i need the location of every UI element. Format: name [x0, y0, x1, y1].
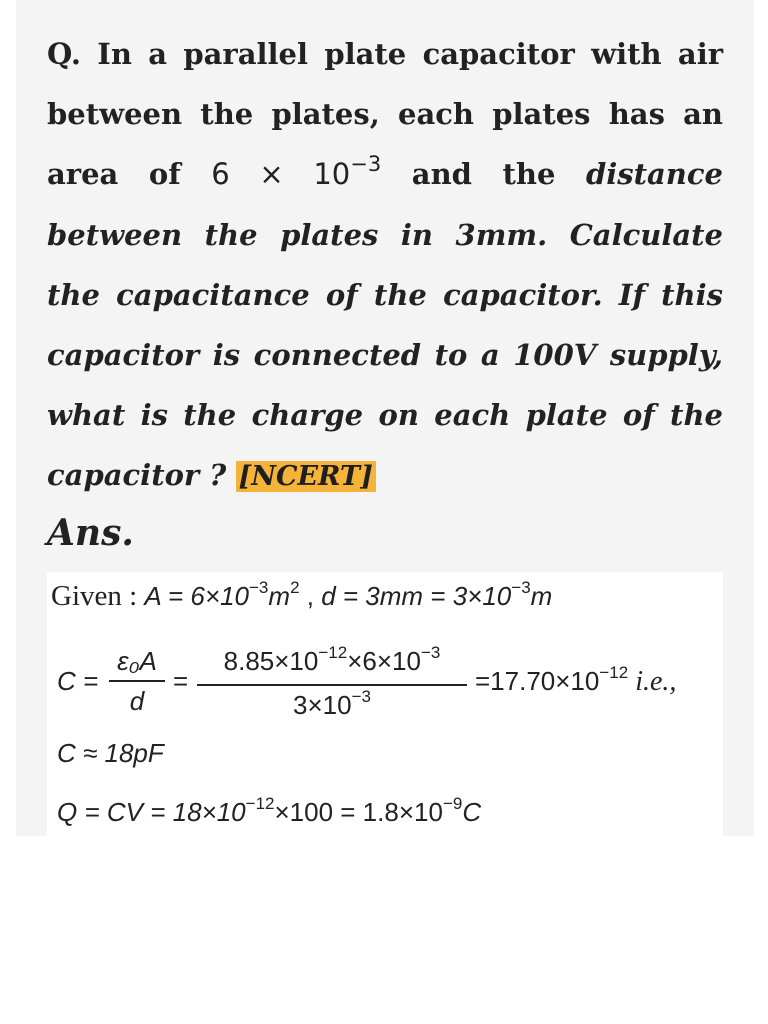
fraction2-num-exp2: −3	[420, 643, 441, 662]
fraction2-num-exp1: −12	[318, 643, 348, 662]
charge-line	[57, 794, 482, 828]
area-value: 6 × 10	[211, 157, 351, 192]
given-distance-unit: m	[530, 581, 553, 611]
charge-part1: Q = CV = 18×10	[57, 797, 246, 827]
charge-exp1: −12	[245, 794, 275, 813]
fraction1-bar	[109, 680, 165, 682]
fraction1-numerator: ε₀A	[117, 646, 157, 676]
given-distance-exp: −3	[511, 578, 531, 597]
solution-image	[47, 572, 723, 836]
given-distance: d = 3mm = 3×10	[321, 581, 512, 611]
given-area: A = 6×10	[144, 581, 249, 611]
area-exponent: −3	[350, 152, 382, 177]
fraction-eps-a-over-d	[109, 646, 165, 716]
ncert-tag: [NCERT]	[236, 461, 376, 492]
question-prefix: Q.	[47, 37, 81, 71]
fraction-numeric	[197, 643, 467, 724]
question-text	[47, 24, 723, 508]
equals-sign: =	[173, 666, 189, 696]
given-area-unit: m	[268, 581, 291, 611]
fraction1-denominator: d	[129, 686, 145, 716]
cap-lhs: C =	[57, 666, 99, 696]
ie-text: i.e.,	[628, 666, 677, 697]
answer-label: Ans.	[47, 512, 134, 554]
given-area-unit-exp: 2	[290, 578, 300, 597]
charge-unit: C	[462, 797, 482, 827]
cap-result-value: =17.70×10	[475, 666, 600, 696]
question-text-part1: In a parallel plate capacitor with air between the plates, each plates has an area of	[47, 37, 723, 192]
given-line	[51, 580, 552, 613]
charge-part2: ×100 = 1.8×10	[274, 797, 443, 827]
fraction2-bar	[197, 684, 467, 686]
fraction2-num-part1: 8.85×10	[223, 646, 319, 676]
cap-result-exp: −12	[599, 663, 629, 682]
given-separator: ,	[299, 581, 322, 611]
question-text-part2: and the	[381, 157, 586, 192]
fraction2-numerator	[197, 643, 467, 680]
given-label: Given :	[51, 580, 138, 612]
fraction2-den-part: 3×10	[293, 690, 352, 720]
charge-exp2: −9	[442, 794, 463, 813]
cap-result	[475, 663, 677, 698]
fraction2-den-exp: −3	[351, 687, 371, 706]
approx-line: C ≈ 18pF	[57, 738, 164, 768]
fraction2-num-part2: ×6×10	[347, 646, 421, 676]
fraction2-denominator	[197, 687, 467, 724]
given-area-exp: −3	[249, 578, 269, 597]
question-text-italic: distance between the plates in 3mm. Calculate the capacitance of the capacitor. If this capacitor is connected to a 100V supply, what is the charge on each plate of the capacitor ?	[47, 157, 723, 493]
